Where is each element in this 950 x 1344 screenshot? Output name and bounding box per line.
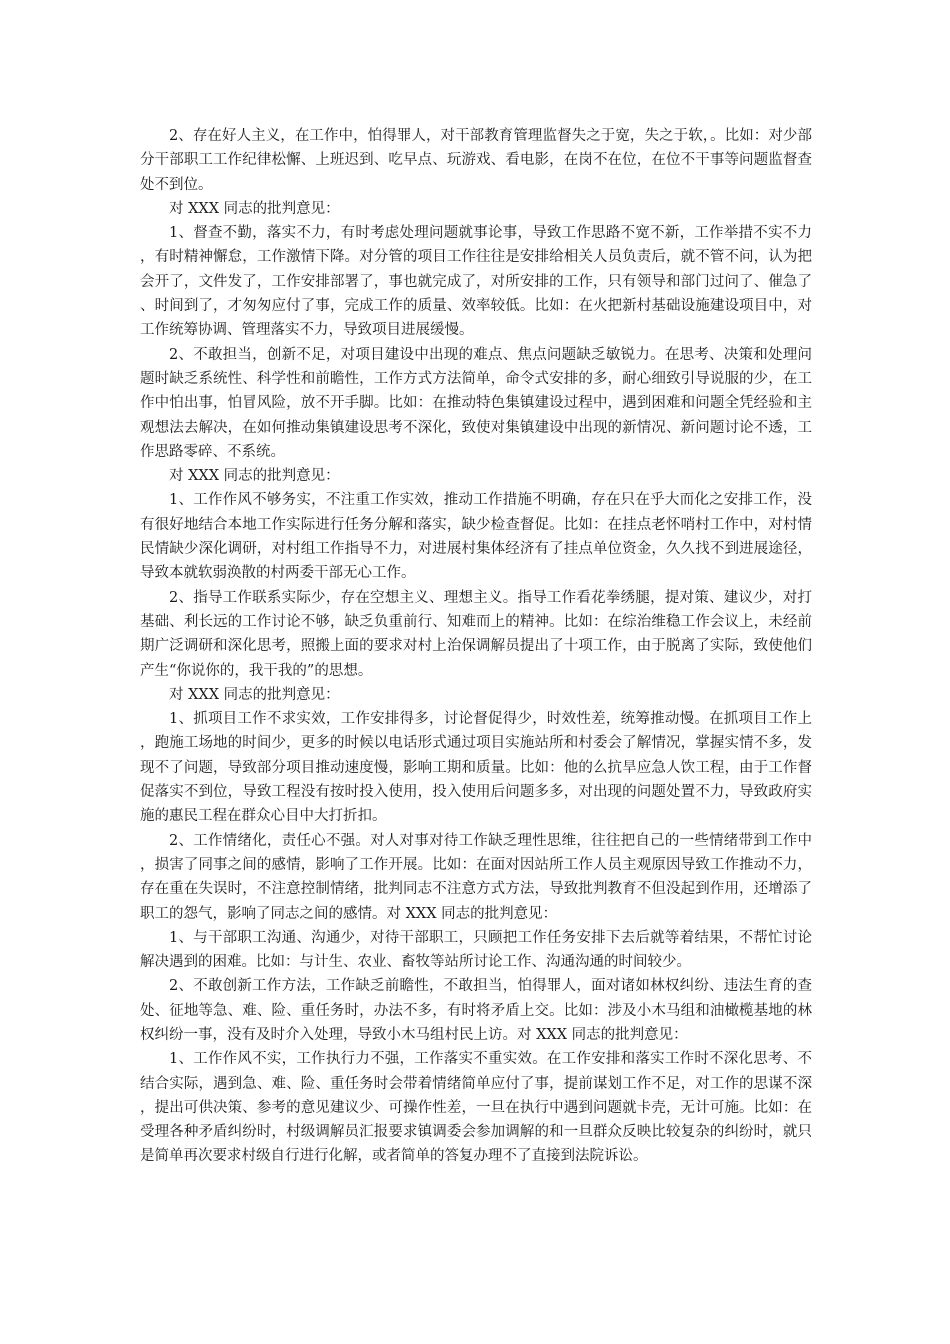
paragraph-4: 1、工作作风不够务实，不注重工作实效，推动工作措施不明确，存在只在乎大而化之安排工作，没有很好地结合本地工作实际进行任务分解和落实，缺少检查督促。比如：在挂点老怀哨村工作中，对村情民情缺少深化调研，对村组工作指导不力，对进展村集体经济有了挂点单位资金，久久找不到进展途径，导致本就软弱涣散的村两委干部无心工作。 [140,492,812,582]
paragraph-10: 1、工作作风不实，工作执行力不强，工作落实不重实效。在工作安排和落实工作时不深化思考、不结合实际，遇到急、难、险、重任务时会带着情绪简单应付了事，提前谋划工作不足，对工作的思谋不深，提出可供决策、参考的意见建议少、可操作性差，一旦在执行中遇到问题就卡壳，无计可施。比如：在受理各种矛盾纠纷时，村级调解员汇报要求镇调委会参加调解的和一旦群众反映比较复杂的纠纷时，就只是简单再次要求村级自行进行化解，或者简单的答复办理不了直接到法院诉讼。 [140,1051,812,1165]
paragraph-6: 1、抓项目工作不求实效，工作安排得多，讨论督促得少，时效性差，统筹推动慢。在抓项目工作上，跑施工场地的时间少，更多的时候以电话形式通过项目实施站所和村委会了解情况，掌握实情不多，发现不了问题，导致部分项目推动速度慢，影响工期和质量。比如：他的么抗旱应急人饮工程，由于工作督促落实不到位，导致工程没有按时投入使用，投入使用后问题多多，对出现的问题处置不力，导致政府实施的惠民工程在群众心目中大打折扣。 [140,711,812,825]
document-body [140,124,812,1169]
section-heading-2: 对 XXX 同志的批判意见： [169,468,340,485]
paragraph-5: 2、指导工作联系实际少，存在空想主义、理想主义。指导工作看花拳绣腿，提对策、建议少，对打基础、利长远的工作讨论不够，缺乏负重前行、知难而上的精神。比如：在综治维稳工作会议上，未经前期广泛调研和深化思考，照搬上面的要求对村上治保调解员提出了十项工作，由于脱离了实际，致使他们产生“你说你的，我干我的”的思想。 [140,589,812,679]
paragraph-8: 1、与干部职工沟通、沟通少，对待干部职工，只顾把工作任务安排下去后就等着结果，不帮忙讨论解决遇到的困难。比如：与计生、农业、畜牧等站所讨论工作、沟通沟通的时间较少。 [140,929,812,971]
paragraph-2: 1、督查不勤，落实不力，有时考虑处理问题就事论事，导致工作思路不宽不新，工作举措不实不力，有时精神懈怠，工作激情下降。对分管的项目工作往往是安排给相关人员负责后，就不管不问，认为把会开了，文件发了，工作安排部署了，事也就完成了，对所安排的工作，只有领导和部门过问了、催急了、时间到了，才匆匆应付了事，完成工作的质量、效率较低。比如：在火把新村基础设施建设项目中，对工作统筹协调、管理落实不力，导致项目进展缓慢。 [140,225,812,339]
section-heading-3: 对 XXX 同志的批判意见： [169,686,340,703]
paragraph-3: 2、不敢担当，创新不足，对项目建设中出现的难点、焦点问题缺乏敏锐力。在思考、决策和处理问题时缺乏系统性、科学性和前瞻性，工作方式方法简单，命令式安排的多，耐心细致引导说服的少，在工作中怕出事，怕冒风险，放不开手脚。比如：在推动特色集镇建设过程中，遇到困难和问题全凭经验和主观想法去解决，在如何推动集镇建设思考不深化，致使对集镇建设中出现的新情况、新问题讨论不透，工作思路零碎、不系统。 [140,346,812,460]
paragraph-7: 2、工作情绪化，责任心不强。对人对事对待工作缺乏理性思维，往往把自己的一些情绪带到工作中，损害了同事之间的感情，影响了工作开展。比如：在面对因站所工作人员主观原因导致工作推动不力，存在重在失误时，不注意控制情绪，批判同志不注意方式方法，导致批判教育不但没起到作用，还增添了职工的怨气，影响了同志之间的感情。对 XXX 同志的批判意见： [140,832,812,922]
paragraph-1: 2、存在好人主义，在工作中，怕得罪人，对干部教育管理监督失之于宽，失之于软，。比如：对少部分干部职工工作纪律松懈、上班迟到、吃早点、玩游戏、看电影，在岗不在位，在位不干事等问题监督查处不到位。 [140,128,812,193]
section-heading-1: 对 XXX 同志的批判意见： [169,200,340,217]
paragraph-9: 2、不敢创新工作方法，工作缺乏前瞻性，不敢担当，怕得罪人，面对诸如林权纠纷、违法生育的查处、征地等急、难、险、重任务时，办法不多，有时将矛盾上交。比如：涉及小木马组和油橄榄基地的林权纠纷一事，没有及时介入处理，导致小木马组村民上访。对 XXX 同志的批判意见： [140,978,812,1043]
